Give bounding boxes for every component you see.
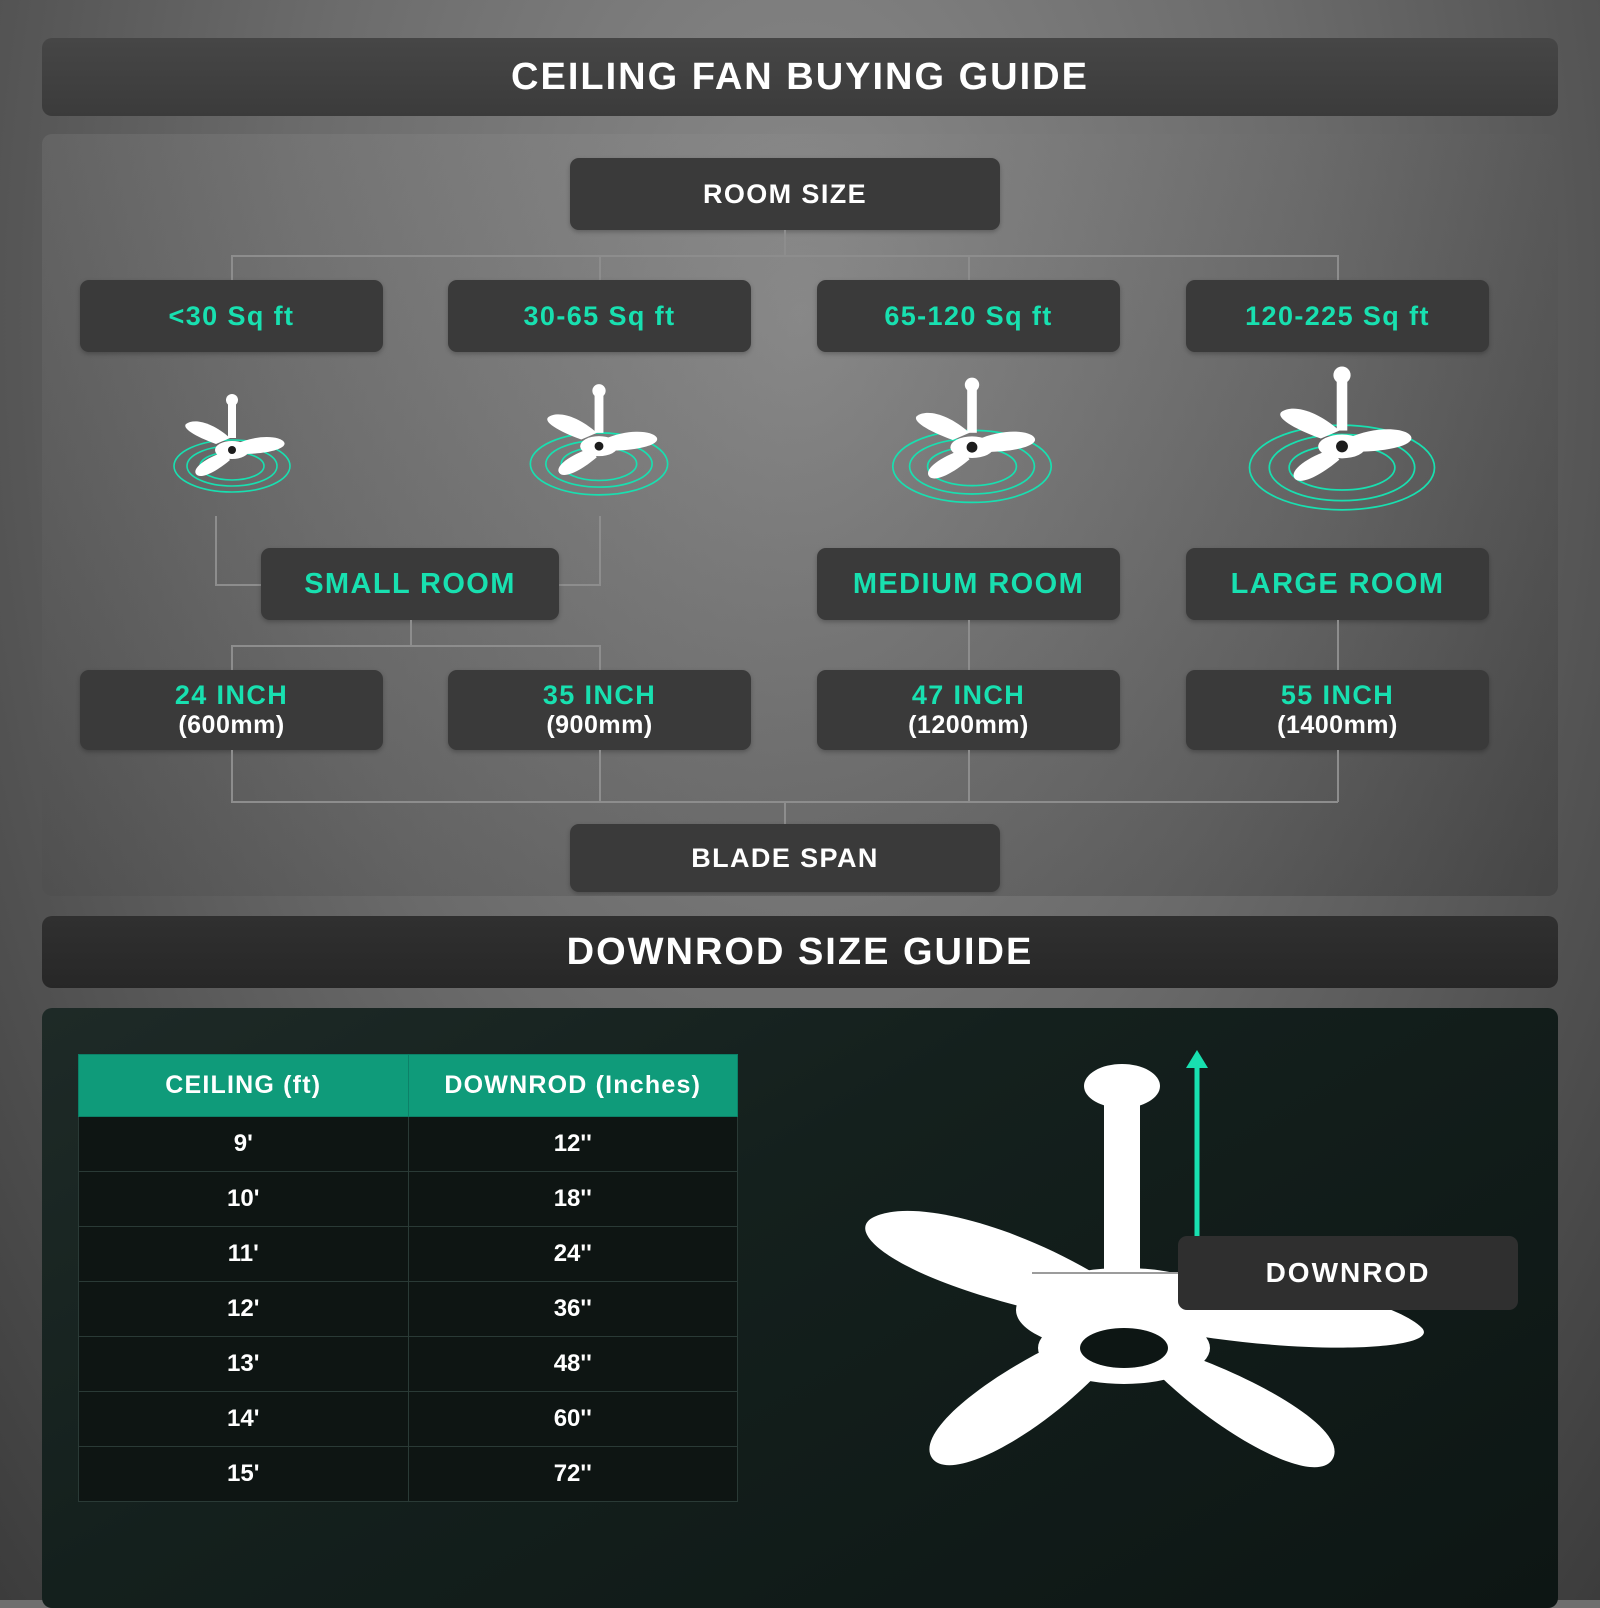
- table-row: [79, 1392, 738, 1447]
- blade-span-option-2-mm: (900mm): [546, 711, 653, 739]
- connector-bottom-stem: [784, 801, 786, 825]
- room-type-small[interactable]: [261, 548, 559, 620]
- column-header-ceiling: CEILING (ft): [79, 1055, 409, 1117]
- blade-span-option-2-inch: 35 INCH: [542, 680, 657, 710]
- downrod-section-title: DOWNROD SIZE GUIDE: [42, 916, 1558, 988]
- downrod-panel: [42, 1008, 1558, 1608]
- connector-drop-1: [231, 255, 233, 281]
- cell-downrod: 60'': [408, 1392, 738, 1447]
- connector-root-bus: [231, 255, 1338, 257]
- connector-span-4: [1337, 620, 1339, 672]
- room-size-option-3-label: 65-120 Sq ft: [884, 300, 1053, 331]
- connector-span-1: [231, 645, 233, 672]
- ceiling-fan-icon: [832, 356, 1112, 524]
- fan-illustration-small-1: [132, 374, 332, 519]
- room-size-flow-panel: [42, 134, 1558, 896]
- connector-bottom-4: [1337, 750, 1339, 802]
- blade-span-option-1-inch: 24 INCH: [174, 680, 289, 710]
- room-size-option-4[interactable]: [1186, 280, 1489, 352]
- table-row: [79, 1337, 738, 1392]
- cell-downrod: 48'': [408, 1337, 738, 1392]
- page-title: CEILING FAN BUYING GUIDE: [42, 38, 1558, 116]
- connector-small-left-h: [215, 584, 265, 586]
- column-header-downrod: DOWNROD (Inches): [408, 1055, 738, 1117]
- cell-ceiling: 9': [79, 1117, 409, 1172]
- blade-span-option-4-mm: (1400mm): [1277, 711, 1398, 739]
- connector-root-stem: [784, 230, 786, 256]
- ceiling-fan-icon: [1182, 346, 1502, 531]
- blade-span-option-2[interactable]: [448, 670, 751, 750]
- cell-downrod: 18'': [408, 1172, 738, 1227]
- blade-span-option-1[interactable]: [80, 670, 383, 750]
- flow-node-blade-span-label: BLADE SPAN: [691, 842, 879, 873]
- blade-span-option-3[interactable]: [817, 670, 1120, 750]
- connector-span-bus: [231, 645, 599, 647]
- room-size-option-1-label: <30 Sq ft: [168, 300, 295, 331]
- downrod-size-table: [78, 1054, 738, 1502]
- room-type-medium[interactable]: [817, 548, 1120, 620]
- connector-small-down: [410, 620, 412, 646]
- ceiling-fan-icon: [132, 374, 332, 514]
- room-size-option-4-label: 120-225 Sq ft: [1245, 300, 1430, 331]
- downrod-callout: [1178, 1236, 1518, 1310]
- connector-drop-3: [968, 255, 970, 281]
- ceiling-fan-icon: [474, 362, 724, 517]
- cell-ceiling: 14': [79, 1392, 409, 1447]
- cell-downrod: 36'': [408, 1282, 738, 1337]
- downrod-callout-label: DOWNROD: [1265, 1257, 1431, 1288]
- flow-node-room-size-label: ROOM SIZE: [702, 178, 868, 209]
- flow-node-room-size: [570, 158, 1000, 230]
- room-type-medium-label: MEDIUM ROOM: [852, 567, 1085, 600]
- cell-ceiling: 11': [79, 1227, 409, 1282]
- blade-span-option-4-inch: 55 INCH: [1280, 680, 1395, 710]
- fan-illustration-small-2: [474, 362, 724, 522]
- blade-span-option-3-inch: 47 INCH: [911, 680, 1026, 710]
- connector-small-right-h: [555, 584, 601, 586]
- room-type-large-label: LARGE ROOM: [1230, 567, 1445, 600]
- blade-span-option-3-mm: (1200mm): [908, 711, 1029, 739]
- connector-bottom-3: [968, 750, 970, 802]
- connector-drop-4: [1337, 255, 1339, 281]
- connector-small-right: [599, 516, 601, 584]
- table-row: [79, 1227, 738, 1282]
- cell-downrod: 72'': [408, 1447, 738, 1502]
- cell-downrod: 12'': [408, 1117, 738, 1172]
- connector-span-2: [599, 645, 601, 672]
- blade-span-option-4[interactable]: [1186, 670, 1489, 750]
- connector-span-3: [968, 620, 970, 672]
- cell-ceiling: 13': [79, 1337, 409, 1392]
- room-type-small-label: SMALL ROOM: [304, 567, 516, 600]
- room-size-option-1[interactable]: [80, 280, 383, 352]
- fan-illustration-large: [1182, 346, 1502, 536]
- table-row: [79, 1282, 738, 1337]
- connector-small-left: [215, 516, 217, 584]
- table-header-row: [79, 1055, 738, 1117]
- cell-ceiling: 12': [79, 1282, 409, 1337]
- fan-illustration-medium: [832, 356, 1112, 529]
- cell-ceiling: 10': [79, 1172, 409, 1227]
- connector-bottom-2: [599, 750, 601, 802]
- table-row: [79, 1447, 738, 1502]
- room-size-option-3[interactable]: [817, 280, 1120, 352]
- table-row: [79, 1172, 738, 1227]
- flow-node-blade-span: [570, 824, 1000, 892]
- blade-span-option-1-mm: (600mm): [178, 711, 285, 739]
- room-size-option-2[interactable]: [448, 280, 751, 352]
- connector-bottom-1: [231, 750, 233, 802]
- downrod-callout-leader: [1032, 1272, 1178, 1274]
- room-size-option-2-label: 30-65 Sq ft: [523, 300, 676, 331]
- table-row: [79, 1117, 738, 1172]
- cell-ceiling: 15': [79, 1447, 409, 1502]
- cell-downrod: 24'': [408, 1227, 738, 1282]
- connector-drop-2: [599, 255, 601, 281]
- room-type-large[interactable]: [1186, 548, 1489, 620]
